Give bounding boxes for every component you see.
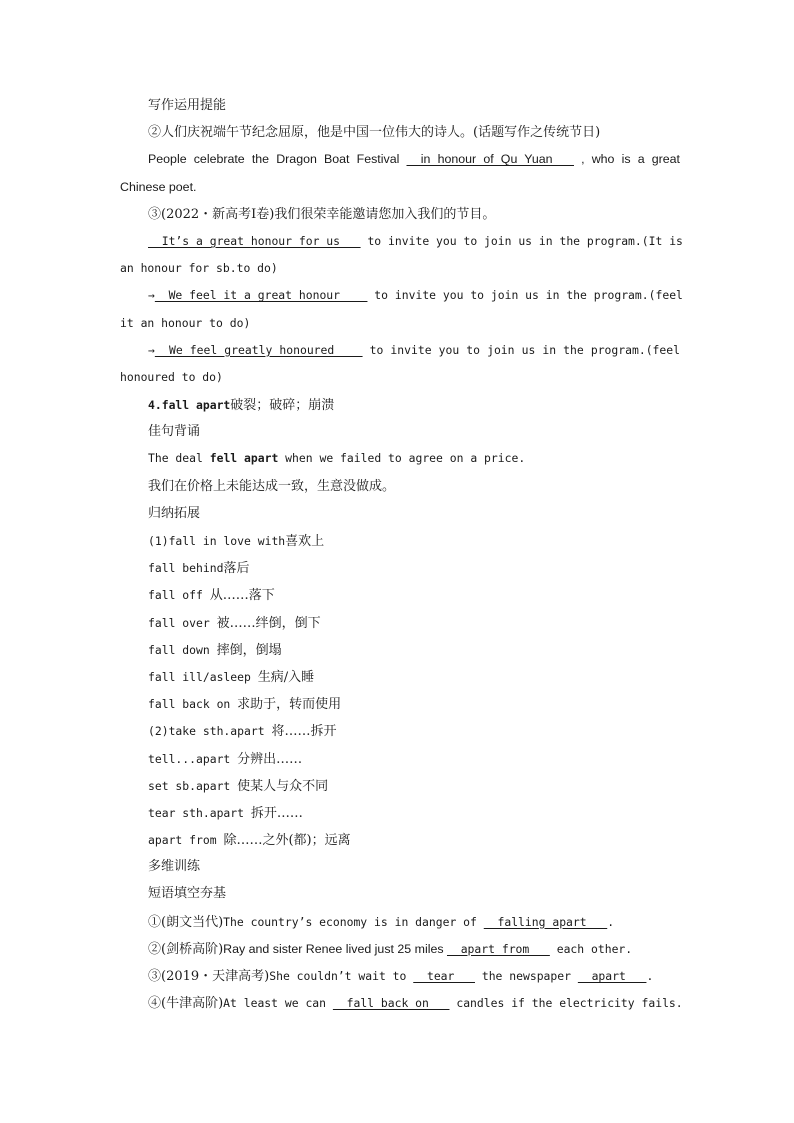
answer-blank: We feel greatly honoured — [154, 342, 363, 357]
exercise-3-answer-b-line1: → We feel it a great honour to invite you to join us in the program.(feel — [148, 288, 683, 303]
phrase-item: tear sth.apart 拆开…… — [148, 805, 303, 821]
subheading-practice: 多维训练 — [148, 859, 201, 875]
phrase-item: fall back on 求助于，转而使用 — [148, 697, 342, 713]
answer-blank: fall back on — [332, 996, 450, 1011]
phrase-item: (1)fall in love with喜欢上 — [148, 534, 325, 549]
fill-blank-item-1: ①(朗文当代)The country’s economy is in danger of falling apart . — [148, 914, 615, 930]
phrase-item: fall off 从……落下 — [148, 588, 275, 604]
arrow-icon: → — [148, 288, 155, 303]
answer-blank: in honour of Qu Yuan — [406, 152, 574, 167]
subheading-sentence-recite: 佳句背诵 — [148, 424, 201, 440]
phrase-heading-fall-apart: 4.fall apart破裂；破碎；崩溃 — [148, 398, 335, 414]
phrase-item: (2)take sth.apart 将……拆开 — [148, 724, 337, 740]
phrase-item: fall behind落后 — [148, 561, 250, 577]
phrase-item: fall over 被……绊倒，倒下 — [148, 615, 321, 631]
exercise-3-prompt: ③(2022・新高考Ⅰ卷)我们很荣幸能邀请您加入我们的节目。 — [148, 206, 496, 222]
exercise-3-answer-c-line1: → We feel greatly honoured to invite you to join us in the program.(feel — [148, 342, 680, 357]
example-translation: 我们在价格上未能达成一致，生意没做成。 — [148, 478, 396, 494]
exercise-3-answer-b-line2: it an honour to do) — [120, 315, 251, 330]
section-heading-writing: 写作运用提能 — [148, 98, 227, 113]
answer-blank: tear — [413, 969, 475, 983]
exercise-2-answer-line1: People celebrate the Dragon Boat Festival in honour of Qu Yuan , who is a great — [148, 152, 680, 167]
answer-blank: apart — [577, 969, 647, 983]
arrow-icon: → — [148, 342, 155, 357]
answer-blank: It’s a great honour for us — [148, 233, 361, 248]
answer-blank: falling apart — [483, 914, 608, 929]
exercise-2-answer-line2: Chinese poet. — [120, 179, 197, 194]
example-sentence: The deal fell apart when we failed to agree on a price. — [148, 451, 526, 466]
phrase-item: apart from 除……之外(都)；远离 — [148, 833, 351, 849]
document-content — [120, 92, 683, 1016]
fill-blank-item-3: ③(2019・天津高考)She couldn’t wait to tear the newspaper apart . — [148, 969, 654, 984]
phrase-item: set sb.apart 使某人与众不同 — [148, 778, 329, 794]
fill-blank-item-4: ④(牛津高阶)At least we can fall back on candles if the electricity fails. — [148, 996, 683, 1012]
exercise-3-answer-a-line2: an honour for sb.to do) — [120, 261, 278, 276]
exercise-3-answer-a-line1: It’s a great honour for us to invite you to join us in the program.(It is — [148, 233, 683, 248]
exercise-3-answer-c-line2: honoured to do) — [120, 369, 223, 384]
phrase-item: fall ill/asleep 生病/入睡 — [148, 669, 315, 685]
subheading-summary: 归纳拓展 — [148, 505, 201, 521]
answer-blank: We feel it a great honour — [154, 288, 368, 303]
fill-blank-item-2: ②(剑桥高阶)Ray and sister Renee lived just 25 miles apart from each other. — [148, 941, 633, 957]
phrase-item: tell...apart 分辨出…… — [148, 751, 303, 767]
answer-blank: apart from — [446, 941, 550, 956]
exercise-2-prompt: ②人们庆祝端午节纪念屈原，他是中国一位伟大的诗人。(话题写作之传统节日) — [148, 125, 601, 141]
subheading-fill-blanks: 短语填空夯基 — [148, 886, 227, 902]
phrase-item: fall down 摔倒，倒塌 — [148, 642, 282, 658]
